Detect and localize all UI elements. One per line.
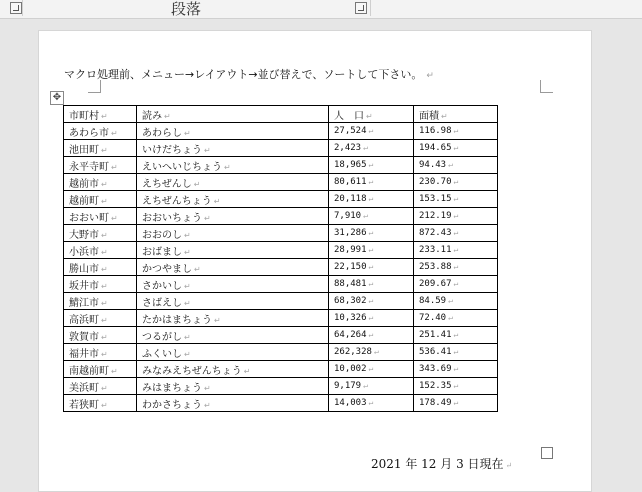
population-cell[interactable]: 64,264 ↵ <box>329 327 414 344</box>
municipality-cell[interactable]: 坂井市 ↵ <box>64 276 137 293</box>
table-row <box>64 310 498 327</box>
population-cell[interactable]: 9,179 ↵ <box>329 378 414 395</box>
cell-end-mark-icon: ↵ <box>448 296 453 305</box>
cell-end-mark-icon: ↵ <box>368 126 374 135</box>
municipality-cell[interactable]: 敦賀市 ↵ <box>64 327 137 344</box>
header-cell-municipality[interactable]: 市町村 ↵ <box>64 106 137 123</box>
cell-end-mark-icon: ↵ <box>453 262 459 271</box>
population-cell[interactable]: 27,524 ↵ <box>329 123 414 140</box>
reading-cell[interactable]: おばまし ↵ <box>137 242 329 259</box>
cell-end-mark-icon: ↵ <box>101 281 108 291</box>
municipality-cell[interactable]: 越前市 ↵ <box>64 174 137 191</box>
municipality-cell[interactable]: 勝山市 ↵ <box>64 259 137 276</box>
reading-cell[interactable]: ふくいし ↵ <box>137 344 329 361</box>
cell-end-mark-icon: ↵ <box>101 349 108 359</box>
cell-end-mark-icon: ↵ <box>368 364 374 373</box>
paragraph-dialog-launcher-icon[interactable] <box>355 2 367 14</box>
cell-end-mark-icon: ↵ <box>368 160 374 169</box>
table-row <box>64 208 498 225</box>
cell-end-mark-icon: ↵ <box>101 298 108 308</box>
table-row <box>64 191 498 208</box>
population-cell[interactable]: 262,328 ↵ <box>329 344 414 361</box>
cell-end-mark-icon: ↵ <box>453 279 459 288</box>
municipality-cell[interactable]: 美浜町 ↵ <box>64 378 137 395</box>
cell-end-mark-icon: ↵ <box>184 298 191 308</box>
cell-end-mark-icon: ↵ <box>453 330 459 339</box>
cell-end-mark-icon: ↵ <box>363 143 368 152</box>
cell-end-mark-icon: ↵ <box>453 177 459 186</box>
reading-cell[interactable]: さかいし ↵ <box>137 276 329 293</box>
area-cell[interactable]: 153.15 ↵ <box>414 191 498 208</box>
table-row <box>64 293 498 310</box>
area-cell[interactable]: 230.70 ↵ <box>414 174 498 191</box>
municipality-table[interactable] <box>63 105 498 412</box>
cell-end-mark-icon: ↵ <box>453 143 459 152</box>
cell-end-mark-icon: ↵ <box>453 398 459 407</box>
population-cell[interactable]: 88,481 ↵ <box>329 276 414 293</box>
cell-end-mark-icon: ↵ <box>453 211 459 220</box>
municipality-cell[interactable]: 鯖江市 ↵ <box>64 293 137 310</box>
cell-end-mark-icon: ↵ <box>453 347 459 356</box>
cell-end-mark-icon: ↵ <box>368 279 374 288</box>
instruction-paragraph[interactable] <box>64 66 434 82</box>
cell-end-mark-icon: ↵ <box>184 332 191 342</box>
ribbon-separator <box>370 0 371 16</box>
cell-end-mark-icon: ↵ <box>101 247 108 257</box>
population-cell[interactable]: 31,286 ↵ <box>329 225 414 242</box>
cell-end-mark-icon: ↵ <box>448 313 453 322</box>
cell-end-mark-icon: ↵ <box>224 162 231 172</box>
reading-cell[interactable]: つるがし ↵ <box>137 327 329 344</box>
table-move-handle-icon[interactable]: ✥ <box>50 91 64 105</box>
reading-cell[interactable]: みはまちょう ↵ <box>137 378 329 395</box>
area-cell[interactable]: 72.40 ↵ <box>414 310 498 327</box>
header-cell-reading[interactable]: 読み ↵ <box>137 106 329 123</box>
area-cell[interactable]: 152.35 ↵ <box>414 378 498 395</box>
ribbon-paragraph-group <box>0 0 642 19</box>
municipality-cell[interactable]: 池田町 ↵ <box>64 140 137 157</box>
cell-end-mark-icon: ↵ <box>448 160 453 169</box>
area-cell[interactable]: 94.43 ↵ <box>414 157 498 174</box>
cell-end-mark-icon: ↵ <box>453 245 459 254</box>
table-row <box>64 327 498 344</box>
cell-end-mark-icon: ↵ <box>111 128 118 138</box>
cell-end-mark-icon: ↵ <box>184 247 191 257</box>
cell-end-mark-icon: ↵ <box>101 332 108 342</box>
table-row <box>64 361 498 378</box>
cell-end-mark-icon: ↵ <box>214 315 221 325</box>
reading-cell[interactable]: いけだちょう ↵ <box>137 140 329 157</box>
area-cell[interactable]: 194.65 ↵ <box>414 140 498 157</box>
area-cell[interactable]: 178.49 ↵ <box>414 395 498 412</box>
reading-cell[interactable]: たかはまちょう ↵ <box>137 310 329 327</box>
cell-end-mark-icon: ↵ <box>368 313 374 322</box>
cell-end-mark-icon: ↵ <box>363 211 368 220</box>
date-paragraph[interactable] <box>371 455 512 472</box>
reading-cell[interactable]: おおいちょう ↵ <box>137 208 329 225</box>
area-cell[interactable]: 84.59 ↵ <box>414 293 498 310</box>
municipality-cell[interactable]: 小浜市 ↵ <box>64 242 137 259</box>
cell-end-mark-icon: ↵ <box>193 179 201 189</box>
population-cell[interactable]: 10,002 ↵ <box>329 361 414 378</box>
table-row <box>64 157 498 174</box>
cell-end-mark-icon: ↵ <box>101 179 108 189</box>
instruction-text: マクロ処理前、メニュー→レイアウト→並び替えで、ソートして下さい。 <box>64 68 423 81</box>
cell-end-mark-icon: ↵ <box>453 126 459 135</box>
cell-end-mark-icon: ↵ <box>368 330 374 339</box>
date-text: 2021 年 12 月 3 日現在 <box>371 457 504 471</box>
paragraph-mark-icon: ↵ <box>505 461 513 470</box>
municipality-cell[interactable]: 大野市 ↵ <box>64 225 137 242</box>
cell-end-mark-icon: ↵ <box>204 213 211 223</box>
cell-end-mark-icon: ↵ <box>368 296 374 305</box>
table-resize-handle-icon[interactable] <box>541 447 553 459</box>
table-row <box>64 140 498 157</box>
cell-end-mark-icon: ↵ <box>101 230 108 240</box>
cell-end-mark-icon: ↵ <box>101 315 108 325</box>
municipality-cell[interactable]: 越前町 ↵ <box>64 191 137 208</box>
cell-end-mark-icon: ↵ <box>368 245 374 254</box>
municipality-cell[interactable]: 南越前町 ↵ <box>64 361 137 378</box>
area-cell[interactable]: 536.41 ↵ <box>414 344 498 361</box>
area-cell[interactable]: 212.19 ↵ <box>414 208 498 225</box>
table-row <box>64 395 498 412</box>
cell-end-mark-icon: ↵ <box>453 194 459 203</box>
cell-end-mark-icon: ↵ <box>204 383 211 393</box>
cell-end-mark-icon: ↵ <box>368 262 374 271</box>
cell-end-mark-icon: ↵ <box>373 347 379 356</box>
cell-end-mark-icon: ↵ <box>184 230 191 240</box>
municipality-cell[interactable]: おおい町 ↵ <box>64 208 137 225</box>
area-cell[interactable]: 253.88 ↵ <box>414 259 498 276</box>
reading-cell[interactable]: えちぜんちょう ↵ <box>137 191 329 208</box>
cell-end-mark-icon: ↵ <box>204 400 211 410</box>
table-row <box>64 344 498 361</box>
cell-end-mark-icon: ↵ <box>194 264 201 274</box>
reading-cell[interactable]: かつやまし ↵ <box>137 259 329 276</box>
table-row <box>64 123 498 140</box>
cell-end-mark-icon: ↵ <box>101 383 108 393</box>
cell-end-mark-icon: ↵ <box>101 196 108 206</box>
cell-end-mark-icon: ↵ <box>453 228 459 237</box>
reading-cell[interactable]: えいへいじちょう ↵ <box>137 157 329 174</box>
cell-end-mark-icon: ↵ <box>453 364 459 373</box>
area-cell[interactable]: 209.67 ↵ <box>414 276 498 293</box>
cell-end-mark-icon: ↵ <box>184 281 191 291</box>
cell-end-mark-icon: ↵ <box>101 264 108 274</box>
municipality-cell[interactable]: 永平寺町 ↵ <box>64 157 137 174</box>
cell-end-mark-icon: ↵ <box>363 381 368 390</box>
population-cell[interactable]: 28,991 ↵ <box>329 242 414 259</box>
header-cell-area[interactable]: 面積 ↵ <box>414 106 498 123</box>
cell-end-mark-icon: ↵ <box>101 145 108 155</box>
population-cell[interactable]: 80,611 ↵ <box>329 174 414 191</box>
cell-end-mark-icon: ↵ <box>111 213 118 223</box>
municipality-cell[interactable]: 若狭町 ↵ <box>64 395 137 412</box>
population-cell[interactable]: 14,003 ↵ <box>329 395 414 412</box>
population-cell[interactable]: 7,910 ↵ <box>329 208 414 225</box>
table-row <box>64 242 498 259</box>
cell-end-mark-icon: ↵ <box>204 145 211 155</box>
cell-end-mark-icon: ↵ <box>368 177 374 186</box>
cell-end-mark-icon: ↵ <box>101 400 108 410</box>
cell-end-mark-icon: ↵ <box>368 228 374 237</box>
cell-end-mark-icon: ↵ <box>111 366 118 376</box>
population-cell[interactable]: 22,150 ↵ <box>329 259 414 276</box>
cell-end-mark-icon: ↵ <box>111 162 118 172</box>
municipality-cell[interactable]: 高浜町 ↵ <box>64 310 137 327</box>
reading-cell[interactable]: さばえし ↵ <box>137 293 329 310</box>
paragraph-mark-icon: ↵ <box>426 71 434 81</box>
area-cell[interactable]: 116.98 ↵ <box>414 123 498 140</box>
area-cell[interactable]: 233.11 ↵ <box>414 242 498 259</box>
table-row <box>64 225 498 242</box>
dialog-launcher-icon[interactable] <box>10 2 22 14</box>
cell-end-mark-icon: ↵ <box>368 194 374 203</box>
header-cell-population[interactable]: 人 口 ↵ <box>329 106 414 123</box>
area-cell[interactable]: 343.69 ↵ <box>414 361 498 378</box>
ribbon-separator <box>22 0 23 16</box>
population-cell[interactable]: 2,423 ↵ <box>329 140 414 157</box>
population-cell[interactable]: 68,302 ↵ <box>329 293 414 310</box>
cell-end-mark-icon: ↵ <box>368 398 374 407</box>
paragraph-group-label: 段落 <box>171 0 202 18</box>
reading-cell[interactable]: わかさちょう ↵ <box>137 395 329 412</box>
table-row <box>64 259 498 276</box>
reading-cell[interactable]: あわらし ↵ <box>137 123 329 140</box>
population-cell[interactable]: 20,118 ↵ <box>329 191 414 208</box>
reading-cell[interactable]: おおのし ↵ <box>137 225 329 242</box>
municipality-cell[interactable]: あわら市 ↵ <box>64 123 137 140</box>
population-cell[interactable]: 18,965 ↵ <box>329 157 414 174</box>
crop-mark-top-right <box>540 80 553 93</box>
reading-cell[interactable]: えちぜんし ↵ <box>137 174 329 191</box>
cell-end-mark-icon: ↵ <box>453 381 459 390</box>
table-row <box>64 174 498 191</box>
cell-end-mark-icon: ↵ <box>243 366 251 376</box>
reading-cell[interactable]: みなみえちぜんちょう ↵ <box>137 361 329 378</box>
table-row <box>64 276 498 293</box>
area-cell[interactable]: 251.41 ↵ <box>414 327 498 344</box>
population-cell[interactable]: 10,326 ↵ <box>329 310 414 327</box>
table-header-row <box>64 106 498 123</box>
municipality-cell[interactable]: 福井市 ↵ <box>64 344 137 361</box>
cell-end-mark-icon: ↵ <box>184 349 191 359</box>
cell-end-mark-icon: ↵ <box>213 196 221 206</box>
cell-end-mark-icon: ↵ <box>184 128 191 138</box>
table-row <box>64 378 498 395</box>
area-cell[interactable]: 872.43 ↵ <box>414 225 498 242</box>
